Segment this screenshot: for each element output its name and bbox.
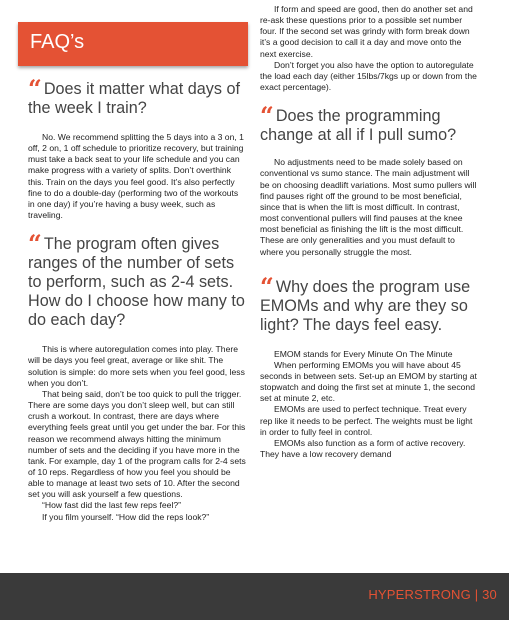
question-heading: “ Why does the program use EMOMs and why are they so light? The days feel easy. (260, 271, 471, 334)
answer-paragraph: EMOMs also function as a form of active recovery. They have a low recovery demand (260, 437, 466, 460)
faq-banner (18, 22, 248, 66)
right-column (260, 0, 478, 460)
answer-paragraph: If you film yourself. “How did the reps look?” (42, 511, 210, 522)
answer-paragraph: EMOMs are used to perfect technique. Treat every rep like it needs to be perfect. The weights must be light in order to fully feel in control. (260, 404, 473, 437)
answer-paragraph: EMOM stands for Every Minute On The Minute (274, 348, 453, 359)
answer-paragraph: If form and speed are good, then do another set and re-ask these questions prior to a possible set number four. If the second set was grindy with form break down it’s a good decision to call it a day and move onto the next exercise. (260, 4, 473, 59)
quote-icon: “ (260, 271, 274, 301)
question-heading: “ Does the programming change at all if I pull sumo? (260, 101, 457, 145)
question-heading: “ Does it matter what days of the week I train? (28, 74, 240, 117)
footer-page-label: HYPERSTRONG | 30 (368, 587, 497, 602)
answer-paragraph: “How fast did the last few reps feel?” (42, 500, 181, 511)
answer-paragraph: When performing EMOMs you will have about 45 seconds in between sets. Set-up an EMOM by starting at stopwatch and doing the first set at minute 1, the second set at minute 2, etc. (260, 359, 477, 404)
quote-icon: “ (260, 101, 274, 131)
answer-paragraph: No adjustments need to be made solely based on conventional vs sumo stance. The main adjustment will be on choosing deadlift variations. Most sumo pullers will find pauses right off the ground to be most beneficial, since that is when the lift is most difficult. In contrast, most conventional pullers will find pauses at the knee most beneficial as finishing the lift is the most difficult. These are only generalities and you must default to where you personally struggle the most. (260, 157, 477, 257)
faq-banner-title: FAQ’s (30, 31, 85, 53)
quote-icon: “ (28, 229, 42, 259)
answer-paragraph: That being said, don’t be too quick to pull the trigger. There are some days you don’t sleep well, but can still crush a workout. In contrast, there are days where everything feels great until you get under the bar. For this reason we recommend always hitting the minimum number of sets and the deciding if you have more in the tank. For example, day 1 of the program calls for 2-4 sets of 10 reps. Regardless of how you feel you should be able to manage at least two sets of 10. After the second set you will ask yourself a few questions. (28, 388, 246, 500)
quote-icon: “ (28, 74, 42, 103)
page-footer (0, 573, 509, 620)
answer-paragraph: Don’t forget you also have the option to autoregulate the load each day (either 15lbs/7kgs up or down from the exact percentage). (260, 59, 477, 93)
answer-paragraph: No. We recommend splitting the 5 days into a 3 on, 1 off, 2 on, 1 off schedule to prioritize recovery, but training must take a back seat to your life schedule and you can make progress with a variety of splits. Don’t overthink this. Train on the days you feel good. It’s also perfectly fine to do a double-day (performing two of the workouts in one day) if you’re having a busy week, such as traveling. (28, 132, 244, 221)
answer-paragraph: This is where autoregulation comes into play. There will be days you feel great, average or like shit. The solution is simple: do more sets when you feel good, less when you don’t. (28, 344, 245, 388)
left-column (28, 72, 246, 523)
question-heading: “ The program often gives ranges of the number of sets to perform, such as 2-4 sets. How do I choose how many to do each day? (28, 229, 245, 330)
